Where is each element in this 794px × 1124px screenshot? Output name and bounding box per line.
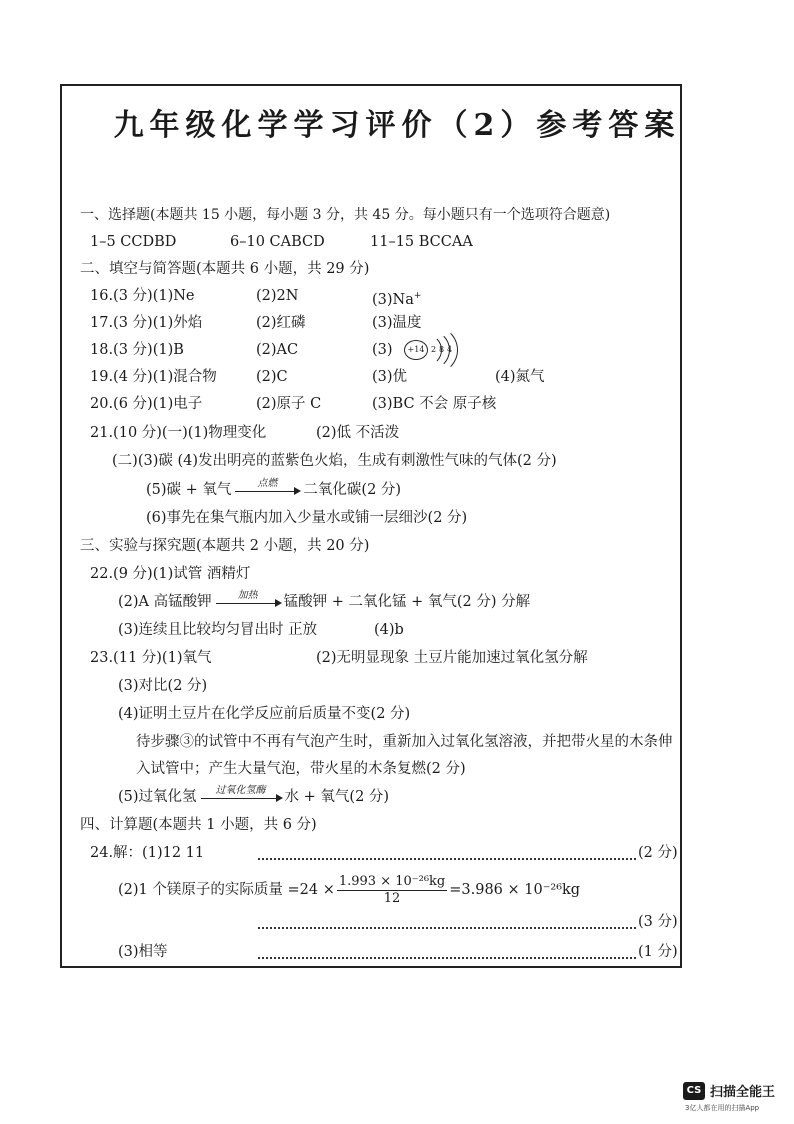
q18-part2: (2)AC [256,342,299,358]
q21-part1: 21.(10 分)(一)(1)物理变化 [90,425,267,441]
q19-part3: (3)优 [372,369,408,385]
q20 [90,394,680,414]
q23-part1: 23.(11 分)(1)氧气 [90,650,212,666]
section4-heading: 四、计算题(本题共 1 小题，共 6 分) [80,817,317,833]
q18-part3: (3) [372,342,393,358]
q24-score1: (2 分) [638,845,678,861]
reaction-arrow-icon: 加热 [214,592,282,612]
q24-line1: 24.解：(1)12 11 [90,845,205,861]
q18 [90,340,680,360]
answers-6-10: 6–10 CABCD [230,234,325,250]
section2-heading: 二、填空与简答题(本题共 6 小题，共 29 分) [80,261,370,277]
q22-line2-equation: (2)A 高锰酸钾 加热 锰酸钾 + 二氧化锰 + 氧气(2 分) 分解 [118,590,531,610]
q17 [90,313,680,333]
q17-part1: 17.(3 分)(1)外焰 [90,315,203,331]
q21-part2: (2)低 不活泼 [316,425,400,441]
q21-line3-equation: (5)碳 + 氧气 点燃 二氧化碳(2 分) [146,478,402,498]
q17-part3: (3)温度 [372,315,422,331]
q23-line3: (4)证明土豆片在化学反应前后质量不变(2 分) [118,706,411,722]
q17-part2: (2)红磷 [256,315,306,331]
q21-line2: (二)(3)碳 (4)发出明亮的蓝紫色火焰，生成有刺激性气味的气体(2 分) [112,453,557,469]
q23-line5: 入试管中；产生大量气泡，带火星的木条复燃(2 分) [136,761,466,777]
q22-part4: (4)b [374,622,404,638]
watermark-sub: 3亿人都在用的扫描App [685,1104,760,1112]
shell-2-count: 8 [439,345,445,354]
q24-line4: (3)相等 [118,944,168,960]
q18-part1: 18.(3 分)(1)B [90,342,184,358]
reaction-arrow-icon: 过氧化氢酶 [199,787,283,807]
q22-part3: (3)连续且比较均匀冒出时 正放 [118,622,318,638]
q19 [90,367,680,387]
q20-part2: (2)原子 C [256,396,322,412]
q22-line1: 22.(9 分)(1)试管 酒精灯 [90,566,251,582]
q21-line1 [90,423,680,443]
q23-line1 [90,648,680,668]
shell-1-count: 2 [431,345,437,354]
q22-line3 [118,620,678,640]
page-title: 九年级化学学习评价（2）参考答案 [113,108,681,143]
answers-1-5: 1–5 CCDBD [90,234,177,250]
q16-part3: (3)Na+ [372,291,422,308]
q24-line2-formula: (2)1 个镁原子的实际质量 =24 × $\frac{\text{1.993 × 10⁻²⁶kg}}{12}$ =3.986 × 10⁻²⁶kg [118,873,581,906]
reaction-arrow-icon: 点燃 [233,480,301,500]
mass-fraction: $\frac{\text{1.993 × 10⁻²⁶kg}}{12}$ [338,873,446,906]
q24-score2: (3 分) [638,914,678,930]
section1-answers [90,232,680,252]
q19-part4: (4)氮气 [495,369,545,385]
q23-line2: (3)对比(2 分) [118,678,208,694]
camscanner-logo-icon: CS [683,1082,705,1100]
atom-nucleus: +14 [404,340,428,360]
shell-3-count: 4 [447,345,453,354]
q24-score3: (1 分) [638,944,678,960]
dotted-leader [258,927,636,929]
q19-part1: 19.(4 分)(1)混合物 [90,369,217,385]
section3-heading: 三、实验与探究题(本题共 2 小题，共 20 分) [80,538,370,554]
q23-part2: (2)无明显现象 土豆片能加速过氧化氢分解 [316,650,588,666]
dotted-leader [258,858,636,860]
q21-line4: (6)事先在集气瓶内加入少量水或铺一层细沙(2 分) [146,510,468,526]
silicon-atom-diagram-icon [404,338,464,362]
q16 [90,286,680,306]
q23-line6-equation: (5)过氧化氢 过氧化氢酶 水 + 氧气(2 分) [118,785,390,805]
q19-part2: (2)C [256,369,288,385]
dotted-leader [258,957,636,959]
q23-line4: 待步骤③的试管中不再有气泡产生时，重新加入过氧化氢溶液，并把带火星的木条伸 [136,734,673,750]
section1-heading: 一、选择题(本题共 15 小题，每小题 3 分，共 45 分。每小题只有一个选项符合题意) [80,207,611,223]
q20-part1: 20.(6 分)(1)电子 [90,396,203,412]
q16-part1: 16.(3 分)(1)Ne [90,288,195,304]
answers-11-15: 11–15 BCCAA [370,234,473,250]
watermark-name: 扫描全能王 [710,1085,776,1100]
q20-part3: (3)BC 不会 原子核 [372,396,497,412]
q16-part2: (2)2N [256,288,299,304]
